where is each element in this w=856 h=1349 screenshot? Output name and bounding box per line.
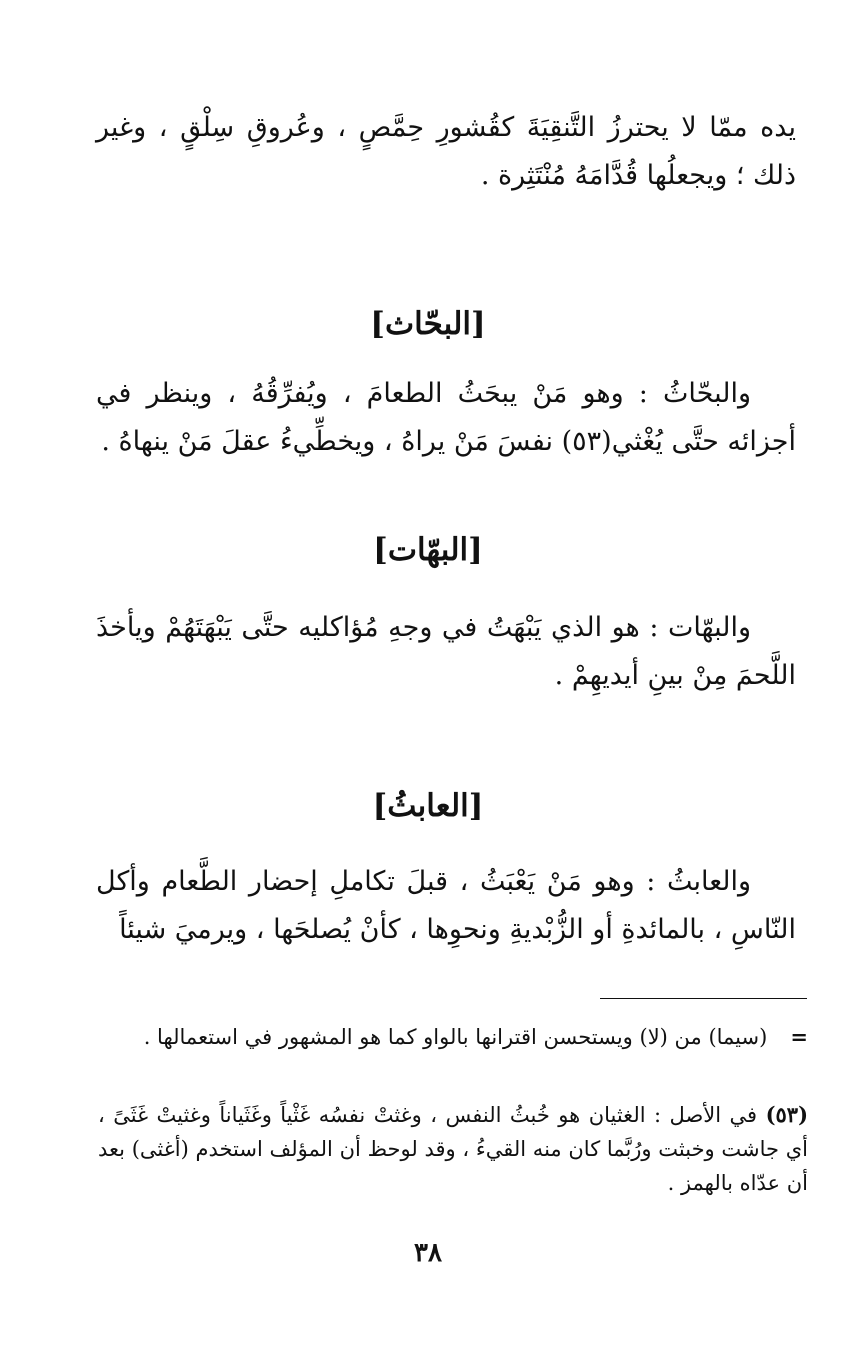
page-number: ٣٨	[414, 1238, 442, 1268]
bahhath-paragraph: والبحّاثُ : وهو مَنْ يبحَثُ الطعامَ ، ويُفرِّقُهُ ، وينظر في أجزائه حتَّى يُغْثي(٥٣) نفسَ مَنْ يراهُ ، ويخطِّيءُ عقلَ مَنْ ينهاهُ .	[96, 378, 796, 457]
intro-paragraph: يده ممّا لا يحترزُ التَّنقِيَةَ كقُشورِ حِمَّصٍ ، وعُروقِ سِلْقٍ ، وغير ذلك ؛ ويجعلُها قُدَّامَهُ مُنْتَثِرة .	[96, 112, 796, 191]
section-heading-bahhath: [البحّاث]	[370, 306, 486, 342]
abith-paragraph: والعابثُ : وهو مَنْ يَعْبَثُ ، قبلَ تكاملِ إحضار الطَّعام وأكل النّاسِ ، بالمائدةِ أو الزُّبْديةِ ونحوِها ، كأنْ يُصلحَها ، ويرميَ شيئاً	[96, 866, 796, 945]
footnote-marker: =	[790, 1024, 808, 1049]
footnote-marker: (٥٣)	[765, 1102, 808, 1127]
footnote-continuation	[98, 1020, 808, 1054]
footnote-text: (سيما) من (لا) ويستحسن اقترانها بالواو كما هو المشهور في استعمالها .	[143, 1025, 768, 1049]
footnote-separator	[600, 998, 807, 999]
footnote-text: في الأصل : الغثيان هو خُبثُ النفس ، وغثتْ نفسُه غَثْياً وغَثَياناً وغثيتْ غَثَىً ، أي جاشت وخبثت ورُبَّما كان منه القيءُ ، وقد لوحظ أن المؤلف استخدم (أغثى) بعد أن عدّاه بالهمز .	[98, 1103, 808, 1195]
section-heading-abith: [العابثُ]	[372, 788, 484, 824]
section-heading-bahhat: [البهّات]	[373, 532, 483, 568]
footnote-53	[98, 1098, 808, 1200]
bahhat-paragraph: والبهّات : هو الذي يَبْهَتُ في وجهِ مُؤاكليه حتَّى يَبْهَتَهُمْ ويأخذَ اللَّحمَ مِنْ بينِ أيديهِمْ .	[96, 612, 796, 691]
